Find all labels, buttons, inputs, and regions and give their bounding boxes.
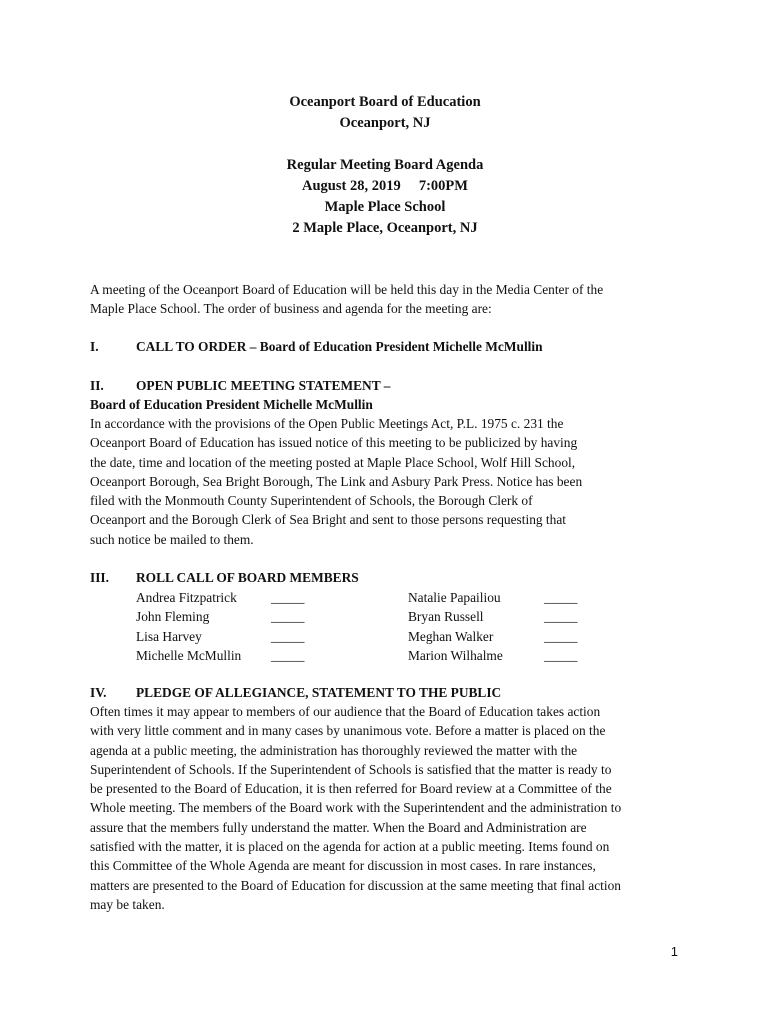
attendance-blank: _____	[271, 628, 305, 644]
section-title: CALL TO ORDER – Board of Education President Michelle McMullin	[136, 339, 543, 354]
open-meeting-statement	[90, 414, 690, 549]
statement-line: Whole meeting. The members of the Board work with the Superintendent and the administration to	[90, 800, 622, 816]
attendance-blank: _____	[544, 590, 578, 605]
statement-line: In accordance with the provisions of the Open Public Meetings Act, P.L. 1975 c. 231 the	[90, 416, 564, 431]
attendance-blank: _____	[544, 609, 578, 625]
section-title: OPEN PUBLIC MEETING STATEMENT –	[136, 378, 391, 393]
member-name: Bryan Russell	[408, 609, 484, 625]
roll-call-table	[136, 588, 616, 665]
intro-line: Maple Place School. The order of business and agenda for the meeting are:	[90, 301, 492, 317]
member-name: Marion Wilhalme	[408, 647, 503, 663]
attendance-blank: _____	[271, 590, 305, 605]
roll-call-row	[136, 646, 616, 665]
statement-line: Oceanport Board of Education has issued notice of this meeting to be publicized by having	[90, 435, 578, 451]
section-number: III.	[90, 570, 109, 585]
statement-line: Superintendent of Schools. If the Superintendent of Schools is satisfied that the matter is ready to	[90, 761, 612, 777]
roll-call-row	[136, 607, 616, 626]
section-heading-pledge	[90, 683, 501, 702]
section-heading-call-to-order	[90, 337, 543, 356]
member-name: Andrea Fitzpatrick	[136, 590, 237, 605]
intro-line: A meeting of the Oceanport Board of Education will be held this day in the Media Center of the	[90, 282, 604, 297]
statement-line: filed with the Monmouth County Superintendent of Schools, the Borough Clerk of	[90, 493, 533, 509]
statement-line: with very little comment and in many cases by unanimous vote. Before a matter is placed on the	[90, 723, 606, 739]
roll-call-row	[136, 627, 616, 646]
section-heading-roll-call	[90, 568, 359, 587]
attendance-blank: _____	[544, 647, 578, 663]
statement-line: Oceanport and the Borough Clerk of Sea Bright and sent to those persons requesting that	[90, 512, 567, 528]
member-name: Natalie Papailiou	[408, 590, 501, 605]
member-name: Michelle McMullin	[136, 647, 242, 663]
section-subtitle: Board of Education President Michelle McMullin	[90, 397, 373, 412]
statement-line: agenda at a public meeting, the administration has thoroughly reviewed the matter with the	[90, 742, 578, 758]
roll-call-row	[136, 588, 616, 607]
section-number: II.	[90, 378, 104, 393]
attendance-blank: _____	[271, 609, 305, 625]
section-number: I.	[90, 339, 99, 354]
section-title: ROLL CALL OF BOARD MEMBERS	[136, 570, 359, 585]
meeting-venue: Maple Place School	[324, 199, 446, 215]
section-heading-open-public-meeting	[90, 376, 390, 395]
page-number: 1	[670, 944, 678, 959]
member-name: Meghan Walker	[408, 628, 494, 644]
statement-line: satisfied with the matter, it is placed on the agenda for action at a public meeting. Items found on	[90, 839, 610, 855]
statement-to-public	[90, 702, 690, 914]
statement-line: the date, time and location of the meeting posted at Maple Place School, Wolf Hill School,	[90, 454, 576, 470]
statement-line: such notice be mailed to them.	[90, 531, 254, 547]
section-title: PLEDGE OF ALLEGIANCE, STATEMENT TO THE PUBLIC	[136, 685, 502, 700]
statement-line: Often times it may appear to members of our audience that the Board of Education takes action	[90, 704, 601, 719]
section-number: IV.	[90, 685, 107, 700]
statement-line: matters are presented to the Board of Education for discussion at the same meeting that final action	[90, 877, 621, 893]
statement-line: this Committee of the Whole Agenda are meant for discussion in most cases. In rare instances,	[90, 858, 596, 874]
org-name: Oceanport Board of Education	[289, 94, 481, 110]
statement-line: Oceanport Borough, Sea Bright Borough, The Link and Asbury Park Press. Notice has been	[90, 473, 583, 489]
org-location: Oceanport, NJ	[339, 115, 431, 131]
attendance-blank: _____	[271, 647, 305, 663]
statement-line: may be taken.	[90, 896, 165, 912]
member-name: Lisa Harvey	[136, 628, 202, 644]
agenda-title: Regular Meeting Board Agenda	[286, 157, 484, 173]
document-header	[0, 92, 770, 239]
member-name: John Fleming	[136, 609, 210, 625]
meeting-address: 2 Maple Place, Oceanport, NJ	[292, 220, 478, 236]
intro-paragraph	[90, 280, 690, 319]
statement-line: be presented to the Board of Education, it is then referred for Board review at a Committee of the	[90, 781, 612, 797]
meeting-date-time: August 28, 2019 7:00PM	[302, 178, 468, 194]
attendance-blank: _____	[544, 628, 578, 644]
statement-line: assure that the members fully understand the matter. When the Board and Administration are	[90, 819, 587, 835]
